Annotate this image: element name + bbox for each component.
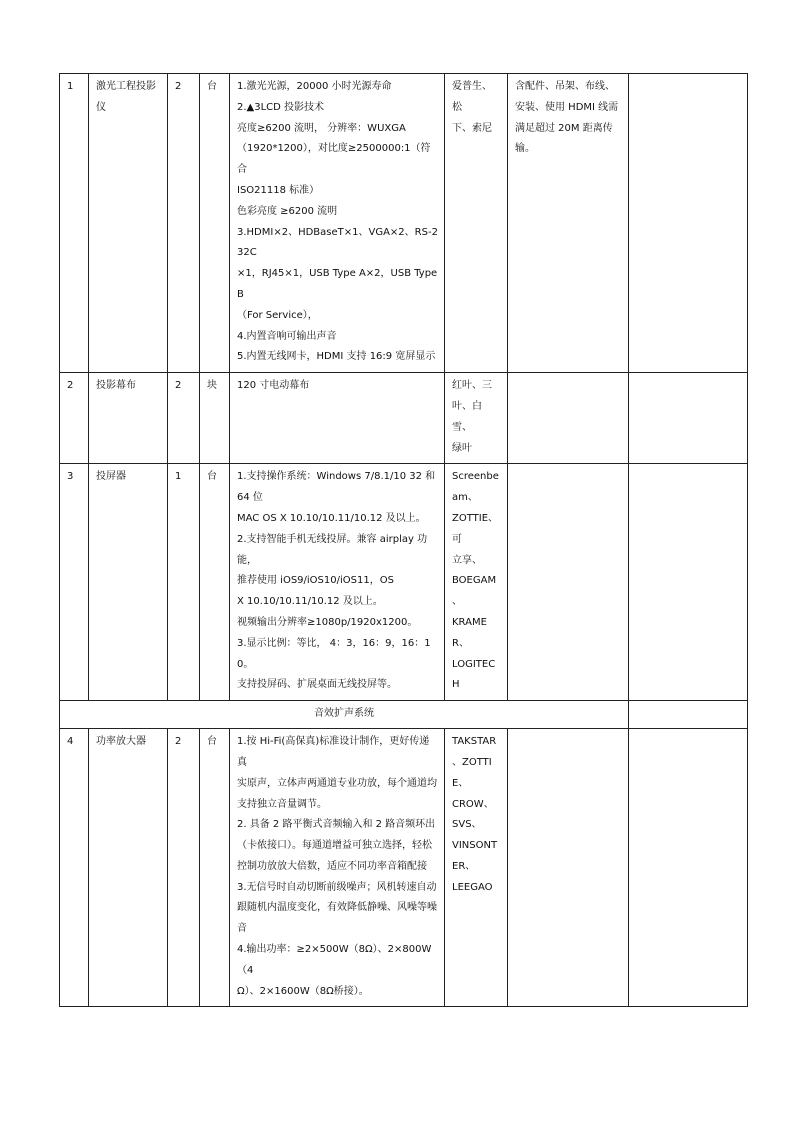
item-notes	[508, 729, 629, 1007]
brand-line: 、	[452, 596, 462, 608]
spec-line: （For Service），	[237, 309, 318, 321]
spec-line: 跟随机内温度变化，有效降低静噪、风噪等噪	[237, 902, 437, 914]
item-quantity: 1	[168, 464, 200, 701]
spec-line: 2.支持智能手机无线投屏。兼容 airplay 功能，	[237, 533, 428, 566]
item-notes	[508, 464, 629, 701]
item-unit: 台	[200, 464, 230, 701]
row-number: 3	[60, 464, 89, 701]
table-row	[60, 464, 748, 701]
spec-line: 1.支持操作系统：Windows 7/8.1/10 32 和	[237, 471, 436, 483]
spec-line: 3.无信号时自动切断前级噪声；风机转速自动	[237, 881, 437, 893]
brand-line: TAKSTAR	[452, 736, 497, 748]
item-name: 激光工程投影仪	[89, 74, 168, 373]
brand-line: VINSONT	[452, 840, 498, 852]
spec-line: 色彩亮度 ≥6200 流明	[237, 205, 338, 217]
table-row	[60, 729, 748, 1007]
row-number: 1	[60, 74, 89, 373]
spec-line: 4.内置音响可输出声音	[237, 330, 337, 342]
item-spec	[230, 74, 445, 373]
brand-line: 、ZOTTIE、	[452, 756, 492, 789]
item-remark	[629, 373, 748, 464]
brand-line: 叶、白雪、	[452, 400, 482, 433]
item-unit: 台	[200, 74, 230, 373]
brand-line: ER、	[452, 860, 476, 872]
spec-line: 3.HDMI×2、HDBaseT×1、VGA×2、RS-232C	[237, 226, 438, 259]
spec-line: 推荐使用 iOS9/iOS10/iOS11，OS	[237, 575, 394, 587]
brand-line: BOEGAM	[452, 575, 497, 587]
section-header-row	[60, 701, 748, 729]
spec-line: 实原声，立体声两通道专业功放，每个通道均	[237, 777, 437, 789]
item-quantity: 2	[168, 373, 200, 464]
brand-line: 红叶、三	[452, 380, 492, 392]
equipment-spec-table	[59, 73, 748, 1007]
section-remark	[629, 701, 748, 729]
item-brands	[445, 464, 508, 701]
spec-line: 5.内置无线网卡，HDMI 支持 16:9 宽屏显示	[237, 351, 436, 363]
spec-line: 视频输出分辨率≥1080p/1920x1200。	[237, 616, 418, 628]
brand-line: 绿叶	[452, 442, 472, 454]
spec-line: 64 位	[237, 492, 263, 504]
row-number: 4	[60, 729, 89, 1007]
item-name: 投屏器	[89, 464, 168, 701]
brand-line: LEEGAO	[452, 881, 493, 893]
item-notes	[508, 373, 629, 464]
item-spec	[230, 464, 445, 701]
spec-line: 支持独立音量调节。	[237, 798, 327, 810]
brand-line: ZOTTIE、可	[452, 512, 499, 545]
table-row	[60, 373, 748, 464]
spec-line: 4.输出功率：≥2×500W（8Ω）、2×800W（4	[237, 944, 432, 976]
spec-line: 亮度≥6200 流明， 分辨率：WUXGA	[237, 122, 406, 134]
item-remark	[629, 74, 748, 373]
item-brands	[445, 729, 508, 1007]
spec-line: 3.显示比例：等比， 4：3，16：9，16：10。	[237, 637, 431, 670]
row-number: 2	[60, 373, 89, 464]
spec-line: （1920*1200），对比度≥2500000:1（符合	[237, 143, 431, 176]
spec-line: 2. 具备 2 路平衡式音频输入和 2 路音频环出	[237, 819, 436, 831]
brand-line: SVS、	[452, 819, 482, 831]
item-unit: 台	[200, 729, 230, 1007]
spec-line: 支持投屏码、扩展桌面无线投屏等。	[237, 679, 397, 691]
item-spec	[230, 729, 445, 1007]
spec-line: Ω）、2×1600W（8Ω桥接）。	[237, 985, 369, 997]
brand-line: LOGITECH	[452, 658, 496, 691]
spec-line: ISO21118 标准）	[237, 184, 320, 196]
spec-line: ×1，RJ45×1，USB Type A×2，USB Type B	[237, 268, 438, 300]
brand-line: 立享、	[452, 554, 482, 566]
table-row	[60, 74, 748, 373]
spec-line: （卡侬接口）。每通道增益可独立选择，轻松	[237, 840, 432, 852]
brand-line: 爱普生、松	[452, 81, 492, 113]
item-brands	[445, 373, 508, 464]
brand-line: KRAMER、	[452, 616, 487, 649]
item-name: 功率放大器	[89, 729, 168, 1007]
item-quantity: 2	[168, 729, 200, 1007]
item-remark	[629, 464, 748, 701]
spec-line: 音	[237, 923, 247, 935]
item-brands	[445, 74, 508, 373]
spec-line: 2.▲3LCD 投影技术	[237, 101, 325, 113]
spec-line: MAC OS X 10.10/10.11/10.12 及以上。	[237, 512, 426, 524]
spec-line: 120 寸电动幕布	[237, 380, 310, 392]
brand-line: 下、索尼	[452, 122, 492, 134]
spec-line: 控制功放放大倍数，适应不同功率音箱配接	[237, 860, 427, 872]
item-unit: 块	[200, 373, 230, 464]
item-quantity: 2	[168, 74, 200, 373]
item-remark	[629, 729, 748, 1007]
brand-line: Screenbe	[452, 471, 499, 483]
brand-line: am、	[452, 492, 478, 504]
item-notes: 含配件、吊架、布线、安装、使用 HDMI 线需满足超过 20M 距离传输。	[508, 74, 629, 373]
spec-line: 1.激光光源，20000 小时光源寿命	[237, 81, 392, 92]
brand-line: CROW、	[452, 798, 494, 810]
item-spec	[230, 373, 445, 464]
item-name: 投影幕布	[89, 373, 168, 464]
section-title: 音效扩声系统	[60, 701, 629, 729]
spec-line: 1.按 Hi-Fi(高保真)标准设计制作，更好传递真	[237, 736, 430, 768]
spec-line: X 10.10/10.11/10.12 及以上。	[237, 596, 383, 608]
